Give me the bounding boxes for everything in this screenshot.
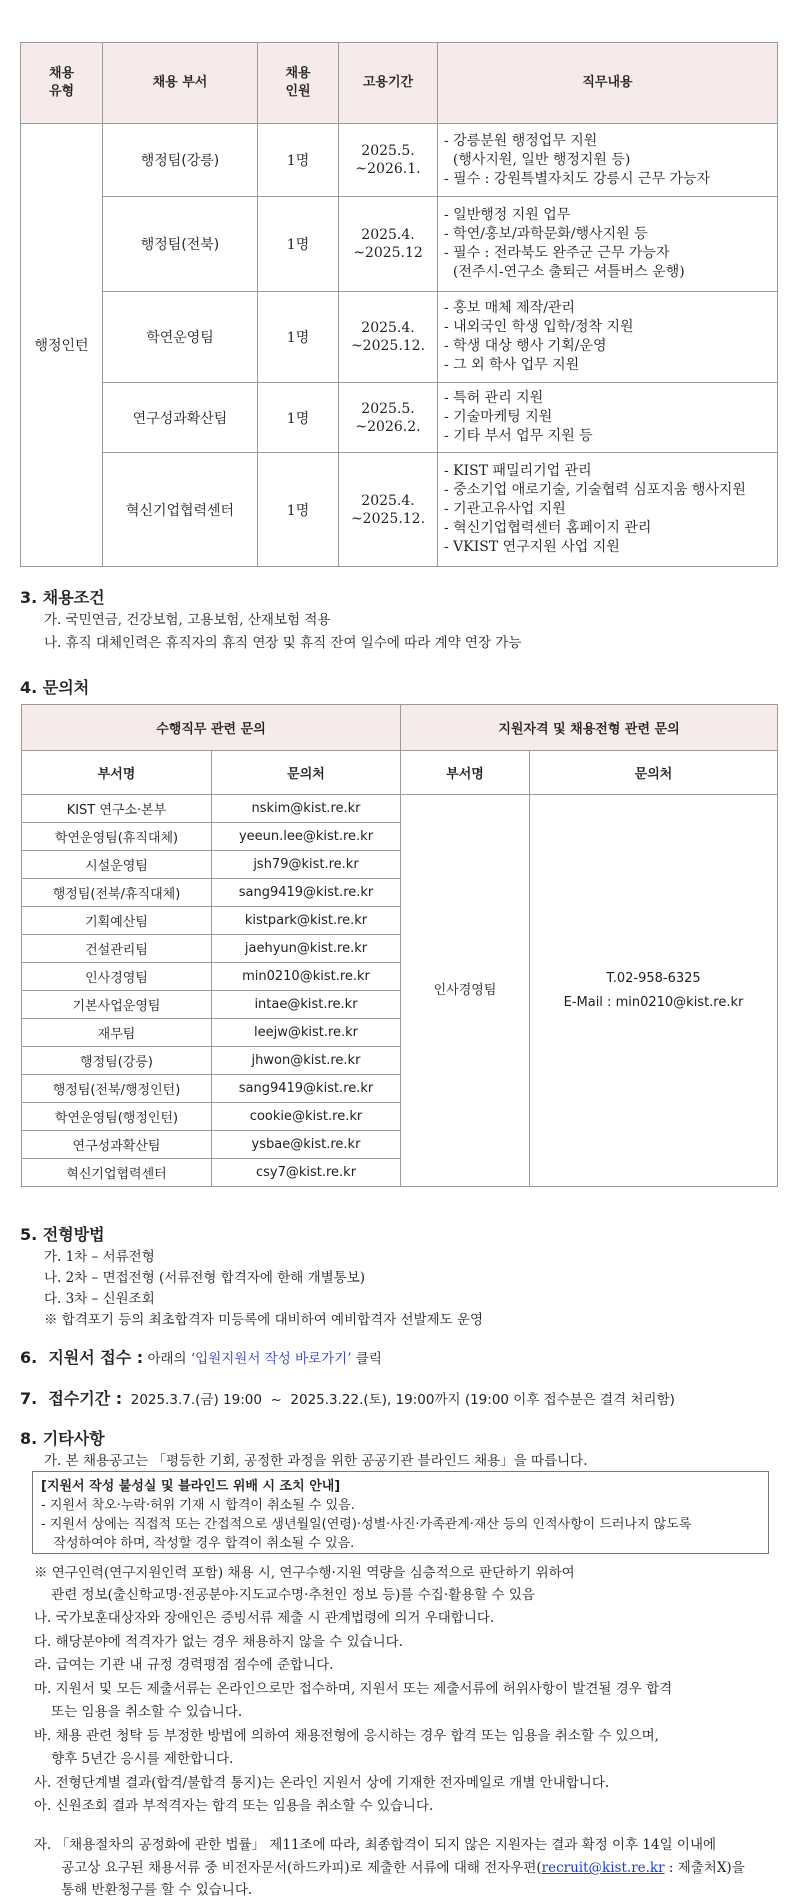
header-count: 채용 인원 [258,43,339,124]
position-period: 2025.5. ~2026.1. [339,124,438,197]
section-3-title: 3. 채용조건 [20,588,105,607]
section-8-title: 8. 기타사항 [20,1429,105,1448]
section-8-line: 자. 「채용절차의 공정화에 관한 법률」 제11조에 따라, 최종합격이 되지 않은 지원자는 결과 확정 이후 14일 이내에 [34,1837,717,1853]
position-duties [438,383,778,453]
header-period: 고용기간 [339,43,438,124]
position-period: 2025.4. ~2025.12. [339,292,438,383]
section-8-line: 관련 정보(출신학교명·전공분야·지도교수명·추천인 정보 등)를 수집·활용할 수 있음 [34,1587,535,1603]
contact-dept: 혁신기업협력센터 [22,1159,212,1187]
notice-box [32,1471,769,1554]
contact-email: ysbae@kist.re.kr [212,1131,401,1159]
position-row [21,124,778,197]
contact-dept: KIST 연구소·본부 [22,795,212,823]
section-5-title: 5. 전형방법 [20,1225,105,1244]
position-period: 2025.4. ~2025.12 [339,197,438,292]
duty-line: - VKIST 연구지원 사업 지원 [444,539,620,555]
contact-email: jaehyun@kist.re.kr [212,935,401,963]
duty-line: - KIST 패밀리기업 관리 [444,463,592,479]
contact-email: sang9419@kist.re.kr [212,1075,401,1103]
contact-email: sang9419@kist.re.kr [212,879,401,907]
section-8-line: 아. 신원조회 결과 부적격자는 합격 또는 임용을 취소할 수 있습니다. [34,1798,434,1814]
position-type: 행정인턴 [21,124,103,567]
contact-dept: 시설운영팀 [22,851,212,879]
header-dept: 채용 부서 [103,43,258,124]
col-contact-2: 문의처 [530,751,778,795]
section-8-line: 공고상 요구된 채용서류 중 비전자문서(하드카피)로 제출한 서류에 대해 전자우편(recruit@kist.re.kr : 제출처X)을 [44,1860,745,1876]
contact-dept: 학연운영팀(휴직대체) [22,823,212,851]
position-duties [438,197,778,292]
section-4-title: 4. 문의처 [20,678,90,697]
duty-line: - 일반행정 지원 업무 [444,207,571,223]
section-8-line: 바. 채용 관련 청탁 등 부정한 방법에 의하여 채용전형에 응시하는 경우 합격 또는 임용을 취소할 수 있으며, [34,1728,659,1744]
position-duties [438,453,778,567]
duty-line: - 필수 : 강원특별자치도 강릉시 근무 가능자 [444,170,711,187]
contact-email: intae@kist.re.kr [212,991,401,1019]
duty-line: - 기타 부서 업무 지원 등 [444,428,593,444]
position-dept: 혁신기업협력센터 [103,453,258,567]
notice-box-line: - 지원서 상에는 직접적 또는 간접적으로 생년월일(연령)·성별·사진·가족관계·재산 등의 인적사항이 드러나지 않도록 [41,1517,692,1532]
duty-line: - 혁신기업협력센터 홈페이지 관리 [444,520,652,536]
positions-table [20,42,778,567]
section-3-item: 나. 휴직 대체인력은 휴직자의 휴직 연장 및 휴직 잔여 일수에 따라 계약 연장 가능 [44,635,522,651]
duty-line: - 학연/홍보/과학문화/행사지원 등 [444,226,648,242]
contact-email: min0210@kist.re.kr [212,963,401,991]
section-7: 7. 접수기간 : 2025.3.7.(금) 19:00 ~ 2025.3.22.(토), 19:00까지 (19:00 이후 접수분은 결격 처리함) [20,1389,675,1408]
section-5-item: 다. 3차 – 신원조회 [44,1291,155,1307]
duty-line: - 강릉분원 행정업무 지원 [444,132,598,149]
section-8-line: 나. 국가보훈대상자와 장애인은 증빙서류 제출 시 관계법령에 의거 우대합니다. [34,1610,495,1626]
contact-email: leejw@kist.re.kr [212,1019,401,1047]
hr-dept: 인사경영팀 [401,795,530,1187]
notice-box-title: [지원서 작성 불성실 및 블라인드 위배 시 조치 안내] [41,1479,341,1494]
duty-line: - 특허 관리 지원 [444,390,544,406]
position-count: 1명 [258,383,339,453]
position-period: 2025.4. ~2025.12. [339,453,438,567]
section-8-intro: 가. 본 채용공고는 「평등한 기회, 공정한 과정을 위한 공공기관 블라인드 채용」을 따릅니다. [44,1453,588,1469]
position-row [21,292,778,383]
position-count: 1명 [258,124,339,197]
position-duties [438,292,778,383]
recruit-email-link[interactable]: recruit@kist.re.kr [541,1860,665,1876]
contact-dept: 기획예산팀 [22,907,212,935]
section-8-line: 다. 해당분야에 적격자가 없는 경우 채용하지 않을 수 있습니다. [34,1634,403,1650]
contact-email: cookie@kist.re.kr [212,1103,401,1131]
position-row [21,197,778,292]
col-dept-2: 부서명 [401,751,530,795]
section-8-line: ※ 연구인력(연구지원인력 포함) 채용 시, 연구수행·지원 역량을 심층적으로 판단하기 위하여 [34,1565,575,1581]
contact-email: kistpark@kist.re.kr [212,907,401,935]
duty-line: (전주시-연구소 출퇴근 셔틀버스 운행) [444,264,685,280]
position-row [21,383,778,453]
duty-line: (행사지원, 일반 행정지원 등) [444,151,631,168]
notice-box-line: - 지원서 착오·누락·허위 기재 시 합격이 취소될 수 있음. [41,1498,355,1513]
contact-group-job: 수행직무 관련 문의 [22,705,401,751]
col-dept: 부서명 [22,751,212,795]
section-5-item: ※ 합격포기 등의 최초합격자 미등록에 대비하여 예비합격자 선발제도 운영 [44,1312,484,1328]
header-duties: 직무내용 [438,43,778,124]
section-3-item: 가. 국민연금, 건강보험, 고용보험, 산재보험 적용 [44,612,331,628]
position-count: 1명 [258,453,339,567]
section-8-line: 사. 전형단계별 결과(합격/불합격 통지)는 온라인 지원서 상에 기재한 전자메일로 개별 안내합니다. [34,1775,610,1791]
section-8-line: 라. 급여는 기관 내 규정 경력평점 점수에 준합니다. [34,1657,334,1673]
contact-email: nskim@kist.re.kr [212,795,401,823]
contact-dept: 학연운영팀(행정인턴) [22,1103,212,1131]
notice-box-line: 작성하여야 하며, 작성할 경우 합격이 취소될 수 있음. [41,1536,355,1551]
section-5-item: 나. 2차 – 면접전형 (서류전형 합격자에 한해 개별통보) [44,1270,366,1286]
duty-line: - 기관고유사업 지원 [444,501,566,517]
position-dept: 행정팀(전북) [103,197,258,292]
contact-dept: 행정팀(강릉) [22,1047,212,1075]
contact-dept: 행정팀(전북/휴직대체) [22,879,212,907]
contact-dept: 기본사업운영팀 [22,991,212,1019]
hr-tel: T.02-958-6325 [606,970,701,986]
position-duties [438,124,778,197]
section-8-line: 향후 5년간 응시를 제한합니다. [34,1751,234,1767]
section-8-line: 통해 반환청구를 할 수 있습니다. [44,1882,253,1898]
section-8-line: 또는 임용을 취소할 수 있습니다. [34,1704,243,1720]
contact-email: jsh79@kist.re.kr [212,851,401,879]
position-dept: 연구성과확산팀 [103,383,258,453]
duty-line: - 내외국인 학생 입학/정착 지원 [444,319,634,335]
contact-email: csy7@kist.re.kr [212,1159,401,1187]
hr-email: E-Mail : min0210@kist.re.kr [563,994,744,1010]
position-count: 1명 [258,197,339,292]
apply-link[interactable]: ‘입원지원서 작성 바로가기’ [190,1351,352,1367]
contact-row [22,795,778,823]
section-8-line: 마. 지원서 및 모든 제출서류는 온라인으로만 접수하며, 지원서 또는 제출서류에 허위사항이 발견될 경우 합격 [34,1681,673,1697]
position-row [21,453,778,567]
position-dept: 학연운영팀 [103,292,258,383]
col-contact: 문의처 [212,751,401,795]
contact-table [21,704,778,1187]
positions-header-row [21,43,778,124]
header-type: 채용 유형 [21,43,103,124]
duty-line: - 중소기업 애로기술, 기술협력 심포지움 행사지원 [444,482,746,498]
duty-line: - 홍보 매체 제작/관리 [444,300,575,316]
section-5-item: 가. 1차 – 서류전형 [44,1249,155,1265]
position-period: 2025.5. ~2026.2. [339,383,438,453]
contact-email: jhwon@kist.re.kr [212,1047,401,1075]
position-dept: 행정팀(강릉) [103,124,258,197]
duty-line: - 그 외 학사 업무 지원 [444,357,580,373]
contact-email: yeeun.lee@kist.re.kr [212,823,401,851]
contact-dept: 인사경영팀 [22,963,212,991]
contact-dept: 연구성과확산팀 [22,1131,212,1159]
section-6: 6. 지원서 접수 : 아래의 ‘입원지원서 작성 바로가기’ 클릭 [20,1348,382,1367]
duty-line: - 필수 : 전라북도 완주군 근무 가능자 [444,245,670,261]
position-count: 1명 [258,292,339,383]
contact-dept: 재무팀 [22,1019,212,1047]
hr-contact [530,795,778,1187]
duty-line: - 기술마케팅 지원 [444,409,553,425]
duty-line: - 학생 대상 행사 기획/운영 [444,338,607,354]
contact-group-recruit: 지원자격 및 채용전형 관련 문의 [401,705,778,751]
contact-dept: 행정팀(전북/행정인턴) [22,1075,212,1103]
contact-dept: 건설관리팀 [22,935,212,963]
